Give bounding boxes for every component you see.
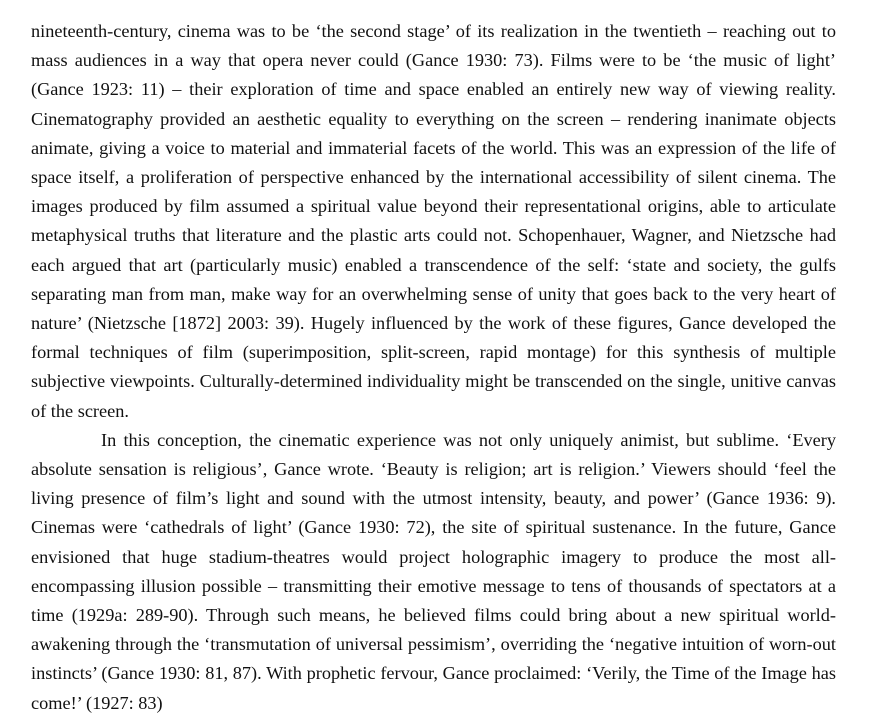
body-paragraph-1: nineteenth-century, cinema was to be ‘the second stage’ of its realization in the twentieth – reaching out to mass audiences in a way that opera never could (Gance 1930: 73). Films were to be ‘the music of light’ (Gance 1923: 11) – their exploration of time and space enabled an entirely new way of viewing reality. Cinematography provided an aesthetic equality to everything on the screen – rendering inanimate objects animate, giving a voice to material and immaterial facets of the world. This was an expression of the life of space itself, a proliferation of perspective enhanced by the international accessibility of silent cinema. The images produced by film assumed a spiritual value beyond their representational origins, able to articulate metaphysical truths that literature and the plastic arts could not. Schopenhauer, Wagner, and Nietzsche had each argued that art (particularly music) enabled a transcendence of the self: ‘state and society, the gulfs separating man from man, make way for an overwhelming sense of unity that goes back to the very heart of nature’ (Nietzsche [1872] 2003: 39). Hugely influenced by the work of these figures, Gance developed the formal techniques of film (superimposition, split-screen, rapid montage) for this synthesis of multiple subjective viewpoints. Culturally-determined individuality might be transcended on the single, unitive canvas of the screen. — [31, 21, 836, 421]
body-paragraph-2: In this conception, the cinematic experience was not only uniquely animist, but sublime. ‘Every absolute sensation is religious’, Gance wrote. ‘Beauty is religion; art is religion.’ Viewers should ‘feel the living presence of film’s light and sound with the utmost intensity, beauty, and power’ (Gance 1936: 9). Cinemas were ‘cathedrals of light’ (Gance 1930: 72), the site of spiritual sustenance. In the future, Gance envisioned that huge stadium-theatres would project holographic imagery to produce the most all-encompassing illusion possible – transmitting their emotive message to tens of thousands of spectators at a time (1929a: 289-90). Through such means, he believed films could bring about a new spiritual world-awakening through the ‘transmutation of universal pessimism’, overriding the ‘negative intuition of worn-out instincts’ (Gance 1930: 81, 87). With prophetic fervour, Gance proclaimed: ‘Verily, the Time of the Image has come!’ (1927: 83) — [31, 429, 836, 713]
